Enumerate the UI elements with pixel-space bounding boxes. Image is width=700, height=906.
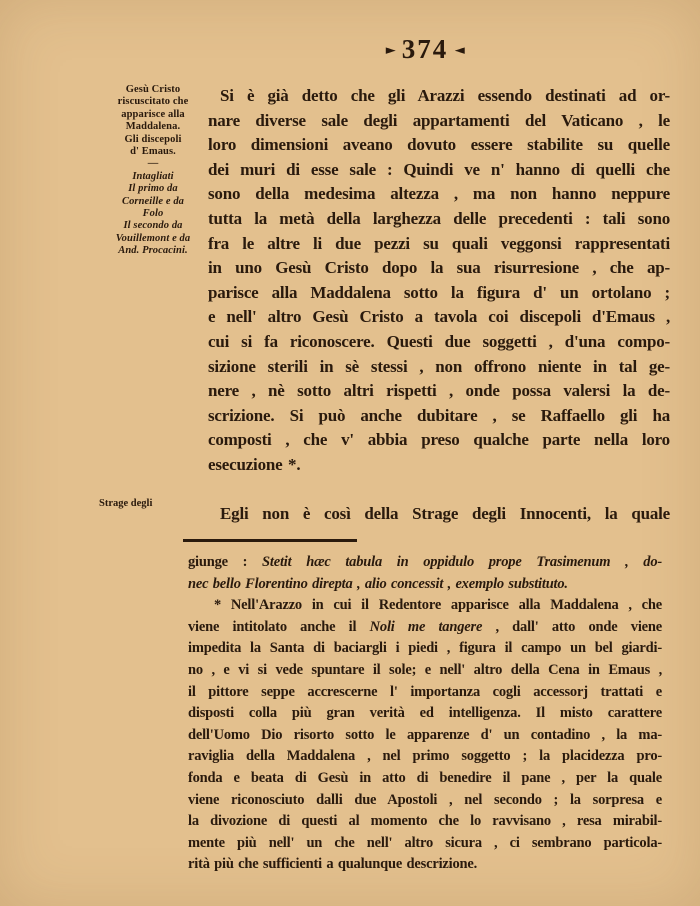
body-line: Egli non è così della Strage degli Innocenti, la quale xyxy=(220,503,670,523)
body-line: sizione sterili in sè stessi , non offrono niente in tal ge- xyxy=(208,356,670,376)
footnote-line xyxy=(188,638,662,660)
body-line: scrizione. Si può anche dubitare , se Raffaello gli ha xyxy=(208,405,670,425)
footnote-line xyxy=(188,854,662,876)
margin-note-line: Il secondo da xyxy=(123,220,183,232)
footnote-text: viene riconosciuto dalli due Apostoli , nel secondo ; la sorpresa e xyxy=(188,791,662,808)
footnote-text: rità più che sufficienti a qualunque descrizione. xyxy=(188,856,478,873)
footnote-text: la divozione di questi al momento che lo ravvisano , resa mirabil- xyxy=(188,813,662,830)
body-line: Si è già detto che gli Arazzi essendo destinati ad or- xyxy=(220,86,670,105)
footnote-line xyxy=(188,660,662,682)
footnote-text: il pittore seppe accrescerne l' importanza cogli accessorj trattati e xyxy=(188,683,662,700)
body-line: sono della medesima altezza , ma non hanno neppure xyxy=(208,184,670,204)
footnote-text: , dall' atto onde viene xyxy=(482,618,662,635)
body-line: tutta la metà della larghezza delle precedenti : tali sono xyxy=(208,208,670,228)
footnote-text: * Nell'Arazzo in cui il Redentore apparisce alla Maddalena , che xyxy=(214,597,662,614)
footnote-text: impedita la Santa di baciargli i piedi , figura il campo un bel giardi- xyxy=(188,640,662,657)
footnote-text: giunge : xyxy=(188,554,263,570)
footnote-latin-text: nec bello Florentino direpta , alio concessit , exemplo substituto. xyxy=(188,575,568,592)
body-line: parisce alla Maddalena sotto la figura d' un ortolano ; xyxy=(208,282,670,302)
footnote-line xyxy=(188,595,662,617)
footnote-text: no , e vi si vede spuntare il sole; e nell' altro della Cena in Emaus , xyxy=(188,661,662,678)
margin-note-line: Il primo da xyxy=(128,183,178,195)
footnote-line xyxy=(188,768,662,790)
margin-notes xyxy=(96,84,210,258)
footnote-latin-text: Noli me tangere xyxy=(369,618,483,635)
footnote-text: viene intitolato anche il xyxy=(188,618,370,635)
footnote-line xyxy=(188,833,662,855)
footnote-text: raviglia della Maddalena , nel primo soggetto ; la placidezza pro- xyxy=(188,748,662,765)
margin-note-divider: — xyxy=(147,158,159,170)
footnote-text: mente più nell' un che nell' altro sicura , ci sembrano particola- xyxy=(188,834,662,851)
body-line: composti , che v' abbia preso qualche parte nella loro xyxy=(208,430,670,450)
footnote-text: dell'Uomo Dio risorto sotto le apparenze d' un contadino , la ma- xyxy=(188,726,662,743)
footnote-latin-text: Stetit hæc tabula in oppidulo prope Trasimenum , do- xyxy=(262,554,663,570)
footnote-text: disposti colla più gran verità ed intelligenza. Il misto carattere xyxy=(188,705,662,722)
margin-note-strage: Strage degli xyxy=(99,498,153,509)
page-number: 374 xyxy=(401,34,449,64)
body-line: in uno Gesù Cristo dopo la sua risurresione , che ap- xyxy=(208,258,670,278)
right-arrow-ornament-icon: ► xyxy=(454,43,465,58)
margin-note-line: Folo xyxy=(142,208,164,220)
body-line: nere , nè sotto altri rispetti , onde possa valersi la de- xyxy=(208,381,670,401)
left-arrow-ornament-icon: ► xyxy=(385,43,396,58)
footnote-line xyxy=(188,703,662,725)
margin-note-line: And. Procacini. xyxy=(118,245,188,257)
footnote-separator-rule xyxy=(183,539,357,542)
footnote-line xyxy=(188,790,662,812)
body-line: cui si fa riconoscere. Questi due soggetti , d'una compo- xyxy=(208,331,670,351)
margin-note-line: Gli discepoli xyxy=(124,133,182,145)
margin-note-line: Vouillemont e da xyxy=(115,232,191,244)
footnote-line xyxy=(188,682,662,704)
footnote xyxy=(188,552,662,876)
margin-note-line: d' Emaus. xyxy=(130,146,176,158)
footnote-line xyxy=(188,552,662,574)
body-line: loro dimensioni aveano dovuto essere stabilite su quelle xyxy=(208,135,670,155)
footnote-line xyxy=(188,574,662,596)
margin-note-line: riscuscitato che xyxy=(117,96,189,108)
margin-note-line: Maddalena. xyxy=(125,121,181,133)
margin-note-line: apparisce alla xyxy=(121,108,185,120)
footnote-line xyxy=(188,811,662,833)
body-line: nare diverse sale degli appartamenti del Vaticano , le xyxy=(208,110,670,130)
margin-note-line: Intagliati xyxy=(132,170,174,182)
footnote-line xyxy=(188,725,662,747)
footnote-text: fonda e beata di Gesù in atto di benedire il pane , per la quale xyxy=(188,769,662,786)
margin-note-line: Gesù Cristo xyxy=(125,84,181,95)
body-line: fra le altre li due pezzi su quali veggonsi rappresentati xyxy=(208,233,670,253)
body-text xyxy=(208,84,670,526)
body-line: dei muri di esse sale : Quindi ve n' hanno di quelli che xyxy=(208,159,670,179)
body-line: esecuzione *. xyxy=(208,454,301,474)
margin-note-line: Corneille e da xyxy=(121,195,185,207)
body-line: e nell' altro Gesù Cristo a tavola coi discepoli d'Emaus , xyxy=(208,307,670,327)
page-header xyxy=(380,34,471,65)
footnote-line xyxy=(188,617,662,639)
footnote-line xyxy=(188,746,662,768)
